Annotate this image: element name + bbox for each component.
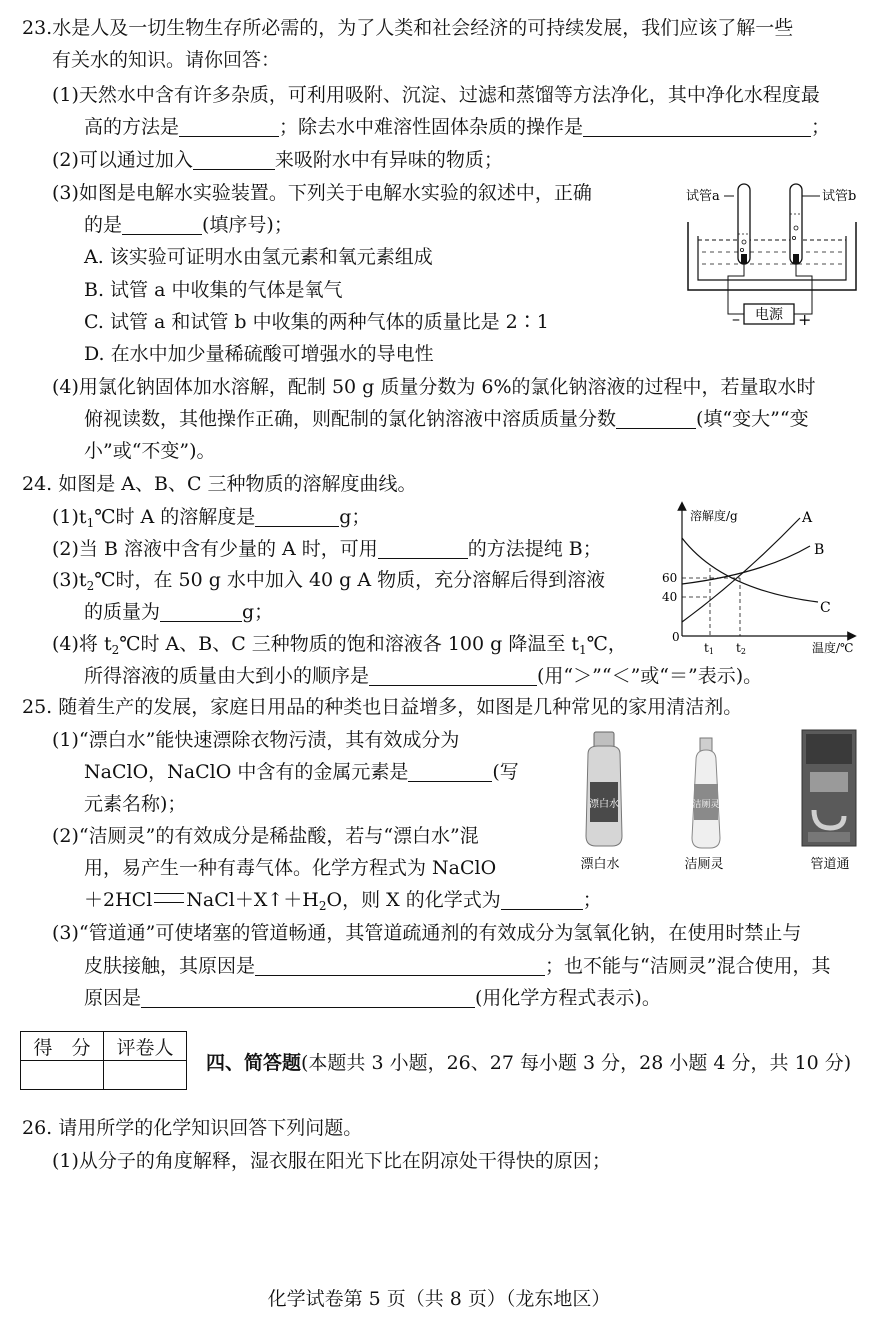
q25-part2-text: O，则 X 的化学式为 bbox=[326, 889, 501, 911]
q24-part1-mid: ℃时 A 的溶解度是 bbox=[94, 506, 256, 528]
q24-part4-sub1: 2 bbox=[111, 643, 120, 657]
section4-desc: (本题共 3 小题，26、27 每小题 3 分，28 小题 4 分，共 10 分) bbox=[301, 1052, 852, 1074]
q25-part3-line3 bbox=[84, 984, 661, 1012]
tube-b-label: 试管b bbox=[822, 189, 857, 204]
q25-part1-line2 bbox=[84, 758, 519, 786]
q24-part3-text-b: g； bbox=[242, 601, 274, 623]
q23-part2-text-a: (2)可以通过加入 bbox=[52, 149, 193, 171]
section4-heading bbox=[206, 1049, 851, 1077]
toilet-cleaner-label: 洁厕灵 bbox=[684, 857, 724, 872]
q23-part1-blank2[interactable] bbox=[583, 116, 811, 137]
q23-part2 bbox=[52, 146, 503, 174]
q24-part2-text-a: (2)当 B 溶液中含有少量的 A 时，可用 bbox=[52, 538, 378, 560]
q25-part1-text-b: (写 bbox=[492, 761, 519, 783]
q23-intro-line1: 23.水是人及一切生物生存所必需的，为了人类和社会经济的可持续发展，我们应该了解一些 bbox=[22, 17, 794, 39]
q24-part3-line1 bbox=[52, 566, 605, 600]
q24-part2-blank[interactable] bbox=[378, 538, 468, 559]
power-label: 电源 bbox=[755, 307, 783, 323]
q24-intro: 24. 如图是 A、B、C 三种物质的溶解度曲线。 bbox=[22, 473, 417, 495]
q23-part1-text-c: ； bbox=[811, 116, 831, 138]
q25-part2-end: ； bbox=[582, 889, 602, 911]
toilet-cleaner-text: 洁厕灵 bbox=[692, 800, 720, 810]
q25-part3-text-a: 皮肤接触，其原因是 bbox=[84, 955, 256, 977]
series-a-label: A bbox=[802, 510, 813, 526]
y-axis-label: 溶解度/g bbox=[690, 509, 738, 523]
q24-part1-pre: (1)t bbox=[52, 506, 87, 528]
tube-a-label: 试管a bbox=[686, 189, 720, 204]
y-tick-60: 60 bbox=[662, 571, 678, 585]
grader-header: 评卷人 bbox=[104, 1032, 187, 1061]
toilet-cleaner-image bbox=[692, 738, 720, 848]
q23-part4-text-a: 俯视读数，其他操作正确，则配制的氯化钠溶液中溶质质量分数 bbox=[84, 408, 617, 430]
q25-part3-text-c: 原因是 bbox=[84, 987, 142, 1009]
q23-part1-line2 bbox=[84, 113, 830, 141]
wire-negative bbox=[728, 264, 744, 314]
x-tick-t1: t1 bbox=[704, 641, 714, 656]
equation-equals-sign bbox=[154, 893, 184, 903]
curve-c bbox=[682, 538, 818, 602]
inner-vessel bbox=[698, 236, 846, 280]
plus-sign: + bbox=[798, 310, 812, 328]
q25-part2-line3 bbox=[84, 886, 602, 920]
q23-part4-blank[interactable] bbox=[616, 408, 696, 429]
q23-intro-line2: 有关水的知识。请你回答： bbox=[52, 49, 281, 71]
q24-part3-blank[interactable] bbox=[160, 601, 242, 622]
page-footer: 化学试卷第 5 页（共 8 页）（龙东地区） bbox=[267, 1288, 611, 1310]
q24-part3-pre: (3)t bbox=[52, 569, 87, 591]
q24-part2-text-b: 的方法提纯 B； bbox=[467, 538, 602, 560]
curve-b bbox=[682, 546, 810, 584]
q23-part4-line3: 小”或“不变”)。 bbox=[84, 440, 216, 462]
q25-part1-blank[interactable] bbox=[408, 761, 492, 782]
q24-part4-end: ℃， bbox=[586, 633, 627, 655]
q24-part3-line2 bbox=[84, 598, 273, 626]
q25-equation-left: ＋2HCl bbox=[84, 889, 153, 911]
q25-intro: 25. 随着生产的发展，家庭日用品的种类也日益增多，如图是几种常见的家用清洁剂。 bbox=[22, 696, 743, 718]
grader-cell[interactable] bbox=[104, 1061, 187, 1090]
q25-part3-blank2[interactable] bbox=[141, 987, 475, 1008]
q24-part4-text-a: 所得溶液的质量由大到小的顺序是 bbox=[84, 665, 370, 687]
q25-part1-text-a: NaClO，NaClO 中含有的金属元素是 bbox=[84, 761, 409, 783]
q24-part4-line1 bbox=[52, 630, 627, 664]
wire-positive bbox=[794, 264, 812, 314]
q23-part2-text-b: 来吸附水中有异味的物质； bbox=[274, 149, 503, 171]
electrode-b bbox=[793, 254, 799, 264]
q25-part2-blank[interactable] bbox=[501, 889, 583, 910]
solubility-chart bbox=[652, 498, 864, 660]
q23-part1-line1: (1)天然水中含有许多杂质，可利用吸附、沉淀、过滤和蒸馏等方法净化，其中净化水程度最 bbox=[52, 84, 820, 106]
q24-part4-text-b: (用“＞”“＜”或“＝”表示)。 bbox=[537, 665, 763, 687]
q24-part4-pre: (4)将 t bbox=[52, 633, 112, 655]
series-b-label: B bbox=[814, 542, 825, 558]
tube-b bbox=[790, 184, 802, 264]
x-tick-t2: t2 bbox=[736, 641, 746, 656]
minus-sign: – bbox=[732, 309, 740, 328]
bleach-bottle-text: 漂白水 bbox=[589, 799, 619, 810]
q25-part3-blank1[interactable] bbox=[255, 955, 545, 976]
q24-part1-blank[interactable] bbox=[255, 506, 339, 527]
q24-part4-line2 bbox=[84, 662, 762, 690]
q23-part3-blank[interactable] bbox=[122, 214, 202, 235]
q25-equation-sub: 2 bbox=[318, 899, 327, 913]
bleach-bottle-image bbox=[586, 732, 622, 846]
q23-part3-line1: (3)如图是电解水实验装置。下列关于电解水实验的叙述中，正确 bbox=[52, 182, 592, 204]
curve-a bbox=[682, 518, 800, 622]
drain-cleaner-image bbox=[802, 730, 856, 846]
origin-label: 0 bbox=[672, 630, 680, 644]
y-tick-40: 40 bbox=[662, 590, 678, 604]
q25-part1-line1: (1)“漂白水”能快速漂除衣物污渍，其有效成分为 bbox=[52, 729, 460, 751]
q26-part1: (1)从分子的角度解释，湿衣服在阳光下比在阴凉处干得快的原因； bbox=[52, 1150, 611, 1172]
q25-part3-line1: (3)“管道通”可使堵塞的管道畅通，其管道疏通剂的有效成分为氢氧化钠，在使用时禁止与 bbox=[52, 922, 802, 944]
q23-part3-text-b: (填序号)； bbox=[202, 214, 293, 236]
q23-option-a: A. 该实验可证明水由氢元素和氧元素组成 bbox=[84, 246, 433, 268]
q23-part3-line2 bbox=[84, 211, 293, 239]
q25-part1-line3: 元素名称)； bbox=[84, 793, 187, 815]
series-c-label: C bbox=[820, 600, 831, 616]
cleaning-products-figure bbox=[574, 728, 860, 876]
q24-part1-end: g； bbox=[339, 506, 371, 528]
drain-cleaner-label: 管道通 bbox=[810, 857, 850, 872]
q24-part3-sub: 2 bbox=[86, 579, 95, 593]
score-table bbox=[20, 1031, 187, 1090]
q24-part2 bbox=[52, 535, 602, 563]
electrode-a bbox=[741, 254, 747, 264]
q23-part3-text-a: 的是 bbox=[84, 214, 123, 236]
electrolysis-diagram bbox=[676, 176, 866, 328]
tube-a bbox=[738, 184, 750, 264]
q23-part4-line1: (4)用氯化钠固体加水溶解，配制 50 g 质量分数为 6%的氯化钠溶液的过程中，若量取水时 bbox=[52, 376, 816, 398]
q23-part4-text-b: (填“变大”“变 bbox=[696, 408, 809, 430]
q25-equation-right: NaCl＋X↑＋H bbox=[186, 889, 319, 911]
q23-part1-text-b: ；除去水中难溶性固体杂质的操作是 bbox=[279, 116, 584, 138]
q23-option-c: C. 试管 a 和试管 b 中收集的两种气体的质量比是 2∶1 bbox=[84, 311, 549, 333]
q25-part2-line1: (2)“洁厕灵”的有效成分是稀盐酸，若与“漂白水”混 bbox=[52, 825, 479, 847]
q24-part1-sub: 1 bbox=[86, 516, 95, 530]
section4-title: 四、简答题 bbox=[206, 1052, 302, 1074]
q25-part3-text-b: ；也不能与“洁厕灵”混合使用，其 bbox=[545, 955, 831, 977]
q25-part3-text-d: (用化学方程式表示)。 bbox=[475, 987, 661, 1009]
q25-part2-line2: 用，易产生一种有毒气体。化学方程式为 NaClO bbox=[84, 857, 497, 879]
score-cell[interactable] bbox=[21, 1061, 104, 1090]
bleach-label: 漂白水 bbox=[580, 857, 620, 872]
score-header: 得 分 bbox=[21, 1032, 104, 1061]
q24-part4-mid: ℃时 A、B、C 三种物质的饱和溶液各 100 g 降温至 t bbox=[119, 633, 580, 655]
x-axis-label: 温度/℃ bbox=[812, 641, 854, 655]
q23-part1-blank1[interactable] bbox=[179, 116, 279, 137]
q23-part2-blank[interactable] bbox=[193, 149, 275, 170]
q24-part4-sub2: 1 bbox=[579, 643, 587, 657]
q23-part1-text-a: 高的方法是 bbox=[84, 116, 180, 138]
q25-part3-line2 bbox=[84, 952, 830, 980]
q26-intro: 26. 请用所学的化学知识回答下列问题。 bbox=[22, 1117, 363, 1139]
q23-option-d: D. 在水中加少量稀硫酸可增强水的导电性 bbox=[84, 343, 434, 365]
q24-part1 bbox=[52, 503, 370, 537]
q24-part4-blank[interactable] bbox=[369, 665, 537, 686]
q24-part3-text-a: 的质量为 bbox=[84, 601, 161, 623]
q23-option-b: B. 试管 a 中收集的气体是氧气 bbox=[84, 279, 343, 301]
q24-part3-mid: ℃时，在 50 g 水中加入 40 g A 物质，充分溶解后得到溶液 bbox=[94, 569, 606, 591]
q23-part4-line2 bbox=[84, 405, 809, 433]
